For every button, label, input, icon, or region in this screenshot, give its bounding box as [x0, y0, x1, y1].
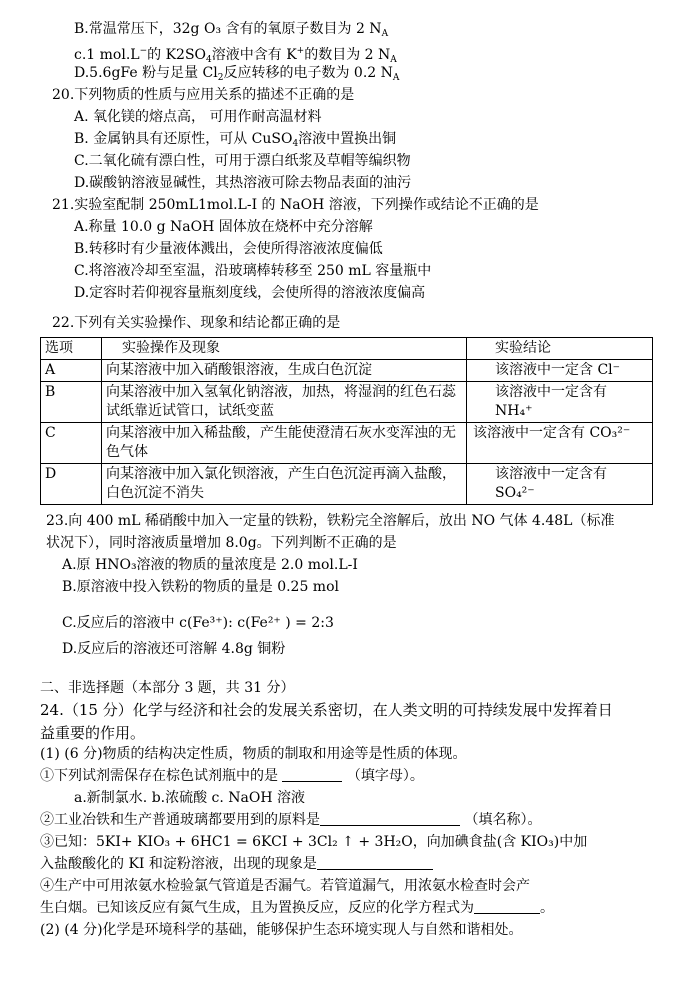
row-operation: 向某溶液中加入氢氧化钠溶液，加热，将湿润的红色石蕊试纸靠近试管口，试纸变蓝 — [102, 382, 467, 423]
row-conclusion: 该溶液中一定含有 SO₄²⁻ — [467, 464, 653, 505]
q21-option-c: C.将溶液冷却至室温，沿玻璃棒转移至 250 mL 容量瓶中 — [74, 263, 432, 279]
q20-option-c: C.二氧化硫有漂白性，可用于漂白纸浆及草帽等编织物 — [74, 153, 411, 169]
q20-stem: 20.下列物质的性质与应用关系的描述不正确的是 — [52, 87, 355, 103]
q23-option-c: C.反应后的溶液中 c(Fe³⁺): c(Fe²⁺ ) = 2:3 — [62, 615, 334, 631]
table-row — [41, 464, 653, 505]
q24-item1: ①下列试剂需保存在棕色试剂瓶中的是 （填字母）。 — [40, 768, 424, 784]
row-conclusion: 该溶液中一定含 Cl⁻ — [467, 360, 653, 382]
table-row — [41, 360, 653, 382]
experiment-table — [40, 337, 653, 505]
q19-option-c: c.1 mol.L−的 $K2SO_4$溶液中含有 K+的数目为 2 $N_A$ — [74, 46, 397, 65]
answer-blank-2[interactable] — [320, 811, 460, 826]
q22-stem: 22.下列有关实验操作、现象和结论都正确的是 — [52, 315, 341, 331]
q20-option-b: B. 金属钠具有还原性，可从 CuSO$_4$溶液中置换出铜 — [74, 131, 397, 149]
row-operation: 向某溶液中加入稀盐酸，产生能使澄清石灰水变浑浊的无色气体 — [102, 423, 467, 464]
q21-option-b: B.转移时有少量液体溅出，会使所得溶液浓度偏低 — [74, 241, 383, 257]
row-option: A — [41, 360, 102, 382]
q19-option-d: D.5.6gFe 粉与足量 $Cl_2$反应转移的电子数为 0.2 $N_A$ — [74, 65, 400, 83]
row-conclusion: 该溶液中一定含有 CO₃²⁻ — [467, 423, 653, 464]
q21-option-a: A.称量 10.0 g NaOH 固体放在烧杯中充分溶解 — [74, 219, 373, 235]
header-conclusion: 实验结论 — [467, 338, 653, 360]
row-option: D — [41, 464, 102, 505]
q20-option-a: A. 氧化镁的熔点高， 可用作耐高温材料 — [74, 109, 322, 125]
q24-item3-line2: 入盐酸酸化的 KI 和淀粉溶液，出现的现象是 — [40, 855, 433, 873]
row-conclusion: 该溶液中一定含有 NH₄⁺ — [467, 382, 653, 423]
q24-part2: (2) (4 分)化学是环境科学的基础，能够保护生态环境实现人与自然和谐相处。 — [40, 922, 523, 938]
header-operation: 实验操作及现象 — [102, 338, 467, 360]
q21-option-d: D.定容时若仰视容量瓶刻度线，会使所得的溶液浓度偏高 — [74, 285, 426, 301]
q19-option-b: B.常温常压下，32g O₃ 含有的氧原子数目为 2 $N_A$ — [74, 21, 389, 39]
q23-stem-line2: 状况下），同时溶液质量增加 8.0g。下列判断不正确的是 — [46, 535, 397, 551]
row-operation: 向某溶液中加入氯化钡溶液，产生白色沉淀再滴入盐酸，白色沉淀不消失 — [102, 464, 467, 505]
table-row — [41, 423, 653, 464]
q23-option-b: B.原溶液中投入铁粉的物质的量是 0.25 mol — [62, 579, 339, 595]
row-operation: 向某溶液中加入硝酸银溶液，生成白色沉淀 — [102, 360, 467, 382]
q24-item1-options: a.新制氯水. b.浓硫酸 c. NaOH 溶液 — [74, 790, 306, 806]
answer-blank-3[interactable] — [317, 855, 433, 870]
table-header-row — [41, 338, 653, 360]
q23-stem-line1: 23.向 400 mL 稀硝酸中加入一定量的铁粉，铁粉完全溶解后，放出 NO 气体 4.48L（标准 — [46, 513, 615, 529]
row-option: C — [41, 423, 102, 464]
q21-stem: 21.实验室配制 250mL1mol.L-I 的 NaOH 溶液，下列操作或结论不正确的是 — [52, 197, 539, 213]
q24-item4-line2: 生白烟。已知该反应有氮气生成，且为置换反应，反应的化学方程式为 。 — [40, 900, 554, 916]
q24-stem-line1: 24.（15 分）化学与经济和社会的发展关系密切，在人类文明的可持续发展中发挥着日 — [40, 701, 613, 719]
row-option: B — [41, 382, 102, 423]
answer-blank-1[interactable] — [282, 767, 342, 782]
section-heading: 二、非选择题（本部分 3 题，共 31 分） — [40, 680, 295, 696]
header-option: 选项 — [41, 338, 102, 360]
q24-part1: (1) (6 分)物质的结构决定性质，物质的制取和用途等是性质的体现。 — [40, 746, 467, 762]
q20-option-d: D.碳酸钠溶液显碱性，其热溶液可除去物品表面的油污 — [74, 175, 412, 191]
q23-option-d: D.反应后的溶液还可溶解 4.8g 铜粉 — [62, 641, 286, 657]
q24-item2: ②工业冶铁和生产普通玻璃都要用到的原料是 （填名称）。 — [40, 812, 542, 828]
answer-blank-4[interactable] — [474, 899, 540, 914]
table-row — [41, 382, 653, 423]
q24-stem-line2: 益重要的作用。 — [40, 724, 146, 742]
q23-option-a: A.原 HNO₃溶液的物质的量浓度是 2.0 mol.L-I — [62, 557, 358, 573]
q24-item4-line1: ④生产中可用浓氨水检验氯气管道是否漏气。若管道漏气，用浓氨水检查时会产 — [40, 878, 530, 894]
q24-item3-line1: ③已知：5KI+ KIO₃ + 6HC1 = 6KCI + 3Cl₂ ↑ + 3H₂O，向加碘食盐(含 KIO₃)中加 — [40, 834, 588, 850]
